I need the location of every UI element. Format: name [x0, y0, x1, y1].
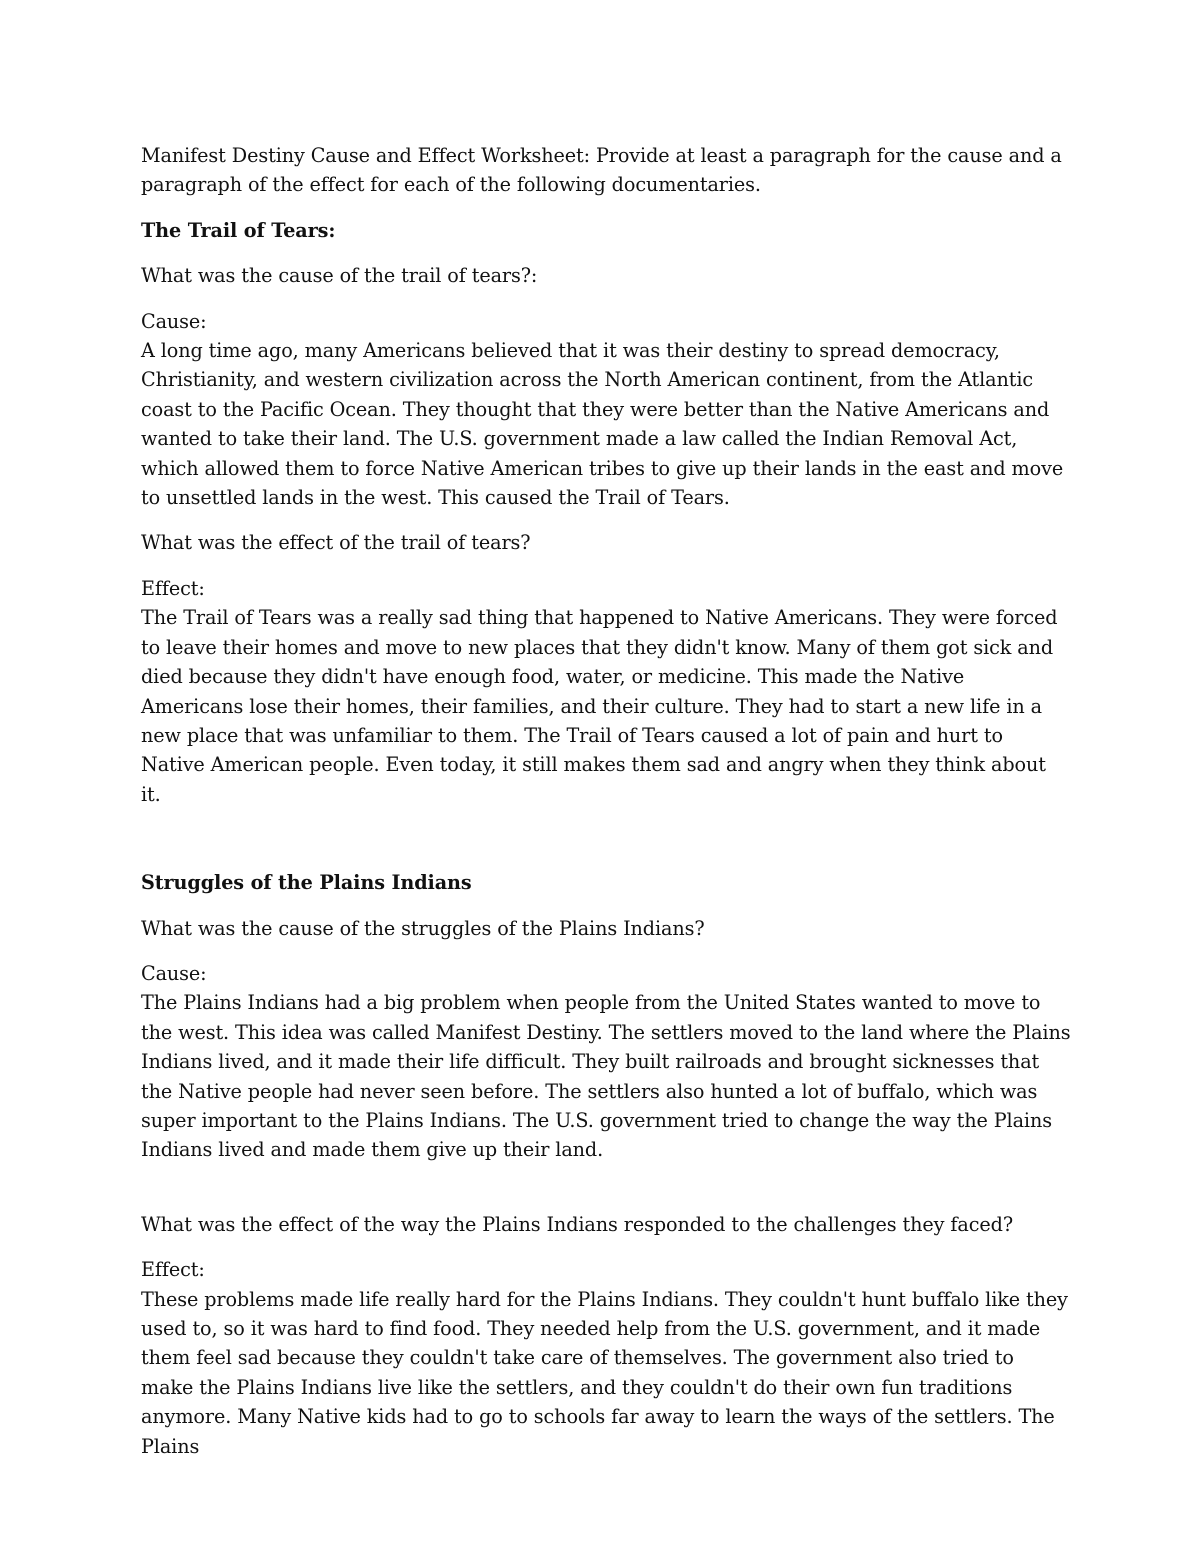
- cause-question-trail-of-tears: What was the cause of the trail of tears?:: [141, 264, 538, 288]
- effect-answer-plains-indians: These problems made life really hard for the Plains Indians. They couldn't hunt buffalo like they used to, so it was hard to find food. They needed help from the U.S. government, and it made them feel sad because they couldn't take care of themselves. The government also tried to make the Plains Indians live like the settlers, and they couldn't do their own fun traditions anymore. Many Native kids had to go to schools far away to learn the ways of the settlers. The Plains: [141, 1287, 1068, 1458]
- cause-label-plains-indians: Cause:: [141, 961, 207, 985]
- blank-line: [141, 1181, 1071, 1210]
- effect-label-trail-of-tears: Effect:: [141, 576, 205, 600]
- cause-answer-plains-indians: The Plains Indians had a big problem when people from the United States wanted to move to the west. This idea was called Manifest Destiny. The settlers moved to the land where the Plains Indians lived, and it made their life difficult. They built railroads and brought sicknesses that the Native people had never seen before. The settlers also hunted a lot of buffalo, which was super important to the Plains Indians. The U.S. government tried to change the way the Plains Indians lived and made them give up their land.: [141, 991, 1071, 1162]
- effect-question-plains-indians: What was the effect of the way the Plains Indians responded to the challenges they faced?: [141, 1212, 1014, 1236]
- cause-label-trail-of-tears: Cause:: [141, 309, 207, 333]
- section-spacer: [141, 825, 1071, 868]
- section-heading-trail-of-tears: The Trail of Tears:: [141, 218, 336, 242]
- cause-question-plains-indians: What was the cause of the struggles of the Plains Indians?: [141, 916, 705, 940]
- effect-label-plains-indians: Effect:: [141, 1258, 205, 1282]
- cause-answer-trail-of-tears: A long time ago, many Americans believed that it was their destiny to spread democracy, Christianity, and western civilization across the North American continent, from the Atlantic coast to the Pacific Ocean. They thought that they were better than the Native Americans and wanted to take their land. The U.S. government made a law called the Indian Removal Act, which allowed them to force Native American tribes to give up their lands in the east and move to unsettled lands in the west. This caused the Trail of Tears.: [141, 339, 1064, 510]
- effect-answer-trail-of-tears: The Trail of Tears was a really sad thing that happened to Native Americans. They were forced to leave their homes and move to new places that they didn't know. Many of them got sick and died because they didn't have enough food, water, or medicine. This made the Native Americans lose their homes, their families, and their culture. They had to start a new life in a new place that was unfamiliar to them. The Trail of Tears caused a lot of pain and hurt to Native American people. Even today, it still makes them sad and angry when they think about it.: [141, 606, 1058, 806]
- section-heading-plains-indians: Struggles of the Plains Indians: [141, 871, 472, 895]
- worksheet-instructions: Manifest Destiny Cause and Effect Worksheet: Provide at least a paragraph for the cause and a paragraph of the effect for each of the following documentaries.: [141, 144, 1062, 197]
- effect-question-trail-of-tears: What was the effect of the trail of tears?: [141, 531, 531, 555]
- document-body: [141, 141, 1071, 1477]
